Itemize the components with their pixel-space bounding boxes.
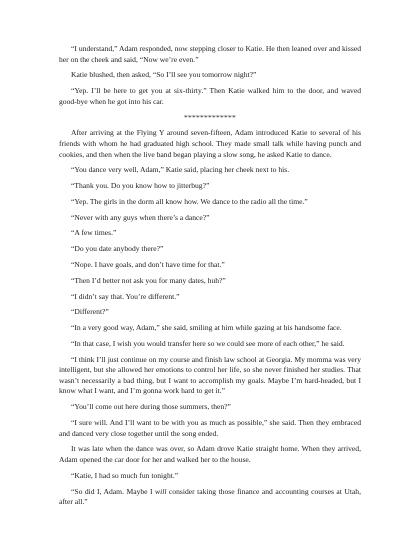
emphasized-word: will [155,486,167,496]
paragraph: “You’ll come out here during those summers, then?” [71,402,231,412]
paragraph: “I understand,” Adam responded, now stepping closer to Katie. He then leaned over and kissed her on the cheek and said, “Now we’re even.” [59,44,361,64]
body-text [59,44,361,513]
paragraph: “Yep. The girls in the dorm all know how. We dance to the radio all the time.” [71,196,308,206]
paragraph: “Then I’d better not ask you for many dates, huh?” [71,275,226,285]
paragraph: “You dance very well, Adam,” Katie said, placing her cheek next to his. [71,165,290,175]
paragraph: It was late when the dance was over, so Adam drove Katie straight home. When they arrived, Adam opened the car door for her and walked her to the house. [59,444,361,464]
paragraph-last [59,487,361,508]
paragraph: “Different?” [71,307,109,317]
paragraph: “Thank you. Do you know how to jitterbug?” [71,181,210,191]
paragraph: “Katie, I had so much fun tonight.” [71,470,179,480]
text-run: “So did I, Adam. Maybe I [71,486,156,496]
paragraph: “Do you date anybody there?” [71,244,164,254]
text-run: consider taking those finance and accounting courses at Utah, after all.” [59,486,361,507]
paragraph: “A few times.” [71,228,117,238]
paragraph: “Nope. I have goals, and don’t have time for that.” [71,259,225,269]
paragraph: “I think I’ll just continue on my course and finish law school at Georgia. My momma was very intelligent, but she allowed her emotions to control her life, so she never finished her studies. That wasn’t necessarily a bad thing, but I want to accomplish my goals. Maybe I’m hard-headed, but I know what I want, and I’m gonna work hard to get it.” [59,354,361,396]
paragraph: “In that case, I wish you would transfer here so we could see more of each other,” he said. [71,338,345,348]
paragraph: “I sure will. And I’ll want to be with you as much as possible,” she said. Then they embraced and danced very close together until the song ended. [59,418,361,438]
paragraph: “I didn’t say that. You’re different.” [71,291,180,301]
paragraph: After arriving at the Flying Y around seven-fifteen, Adam introduced Katie to several of his friends with whom he had graduated high school. They made small talk while having punch and cookies, and then when the live band began playing a slow song, he asked Katie to dance. [59,128,361,159]
paragraph: “Yep. I’ll be here to get you at six-thirty.” Then Katie walked him to the door, and waved good-bye when he got into his car. [59,86,361,106]
paragraph: “Never with any guys when there’s a dance?” [71,212,210,222]
scene-break: ************* [184,112,236,122]
paragraph: Katie blushed, then asked, “So I’ll see you tomorrow night?” [71,70,257,80]
paragraph: “In a very good way, Adam,” she said, smiling at him while gazing at his handsome face. [71,323,342,333]
